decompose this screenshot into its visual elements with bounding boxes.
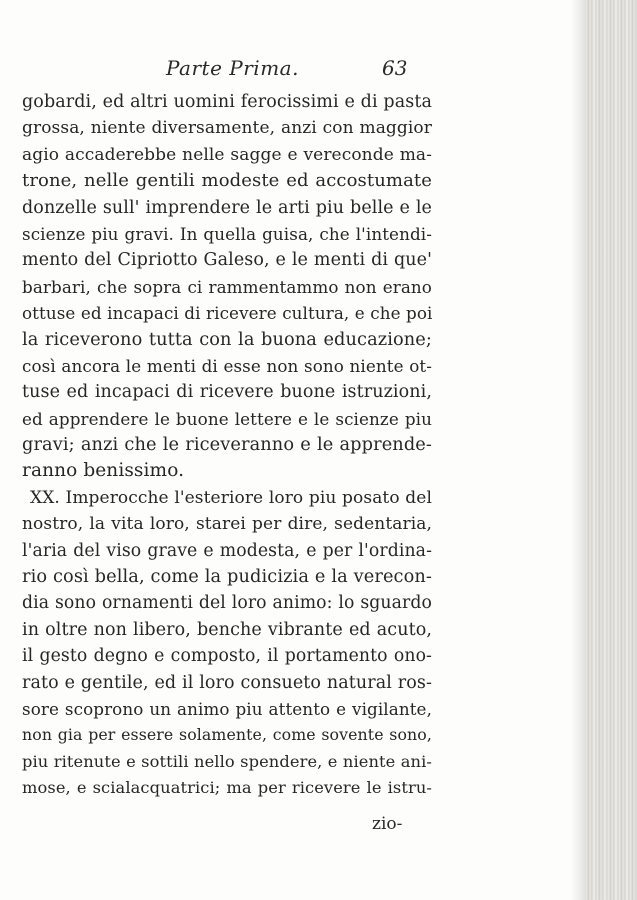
- text-line: rio così bella, come la pudicizia e la verecon-: [22, 567, 432, 588]
- text-line: così ancora le menti di esse non sono niente ot-: [22, 355, 432, 376]
- text-line: agio accaderebbe nelle sagge e vereconde ma-: [22, 144, 432, 165]
- book-binding-edge: [585, 0, 637, 900]
- text-line: gravi; anzi che le riceveranno e le apprende-: [22, 435, 432, 456]
- binding-shadow: [571, 0, 585, 900]
- text-line: XX. Imperocche l'esteriore loro piu posato del: [30, 487, 432, 508]
- text-line: grossa, niente diversamente, anzi con maggior: [22, 118, 432, 139]
- text-line: piu ritenute e sottili nello spendere, e niente ani-: [22, 751, 432, 771]
- text-line: rato e gentile, ed il loro consueto natural ros-: [22, 672, 432, 693]
- text-line: scienze piu gravi. In quella guisa, che l'intendi-: [22, 223, 432, 244]
- text-line: ranno benissimo.: [22, 460, 185, 482]
- text-line: mento del Cipriotto Galeso, e le menti di que': [22, 250, 432, 271]
- text-line: donzelle sull' imprendere le arti piu belle e le: [22, 197, 432, 218]
- text-line: mose, e scialacquatrici; ma per ricevere le istru-: [22, 778, 432, 798]
- text-line: sore scoprono un animo piu attento e vigilante,: [22, 698, 432, 719]
- text-line: ottuse ed incapaci di ricevere cultura, e che poi: [22, 303, 433, 324]
- text-line: gobardi, ed altri uomini ferocissimi e di pasta: [22, 92, 432, 112]
- text-line: in oltre non libero, benche vibrante ed acuto,: [22, 619, 432, 640]
- text-line: dia sono ornamenti del loro animo: lo sguardo: [22, 593, 432, 614]
- running-title: Parte Prima.: [166, 56, 299, 80]
- body-text: [22, 89, 432, 802]
- text-line: barbari, che sopra ci rammentammo non erano: [22, 276, 432, 297]
- catchword: zio-: [372, 814, 403, 834]
- text-line: trone, nelle gentili modeste ed accostumate: [22, 170, 432, 192]
- text-line: il gesto degno e composto, il portamento ono-: [22, 646, 432, 667]
- running-head: [0, 56, 637, 86]
- text-line: nostro, la vita loro, starei per dire, sedentaria,: [22, 514, 432, 535]
- text-line: tuse ed incapaci di ricevere buone istruzioni,: [22, 382, 432, 403]
- text-line: l'aria del viso grave e modesta, e per l'ordina-: [22, 540, 432, 561]
- text-line: la riceverono tutta con la buona educazione;: [22, 329, 432, 350]
- text-line: ed apprendere le buone lettere e le scienze piu: [22, 408, 432, 429]
- text-line: non gia per essere solamente, come sovente sono,: [22, 725, 432, 745]
- page-number: 63: [382, 56, 408, 80]
